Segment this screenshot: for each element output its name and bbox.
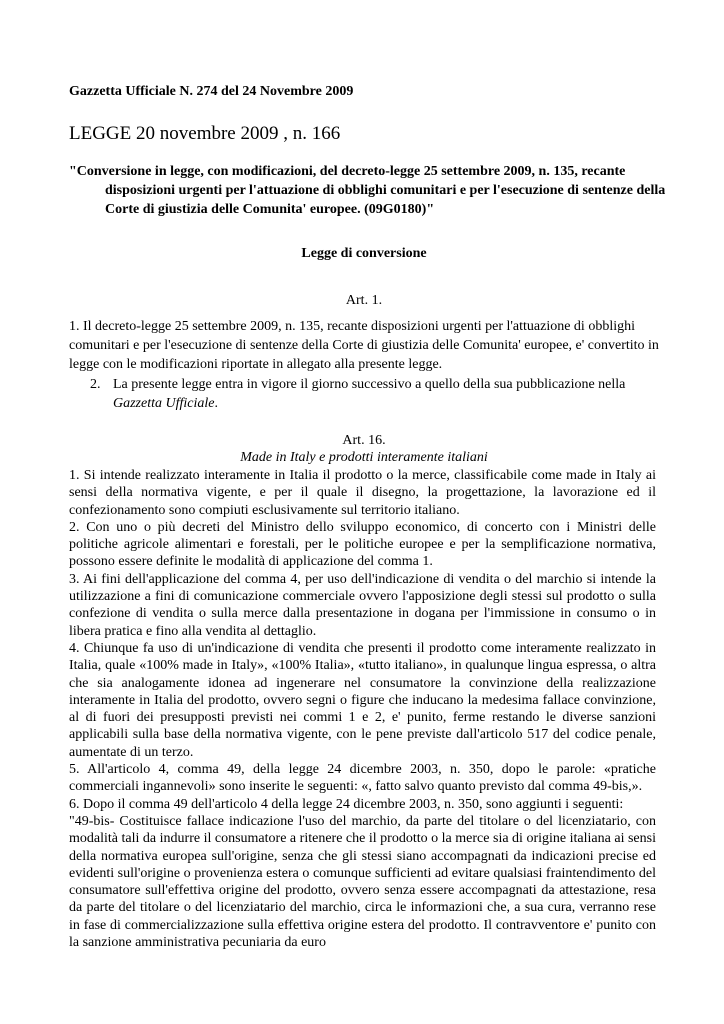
article-16-paragraph: "49-bis- Costituisce fallace indicazione l'uso del marchio, da parte del titolare o del licenziatario, con modalità tali da indurre il consumatore a ritenere che il prodotto o la merce sia di origine italiana ai sensi della normativa europea sull'origine, senza che gli stessi siano accompagnati da indicazioni precise ed evidenti sull'origine o provenienza estera o comunque sufficienti ad evitare qualsiasi fraintendimento del consumatore sull'effettiva origine del prodotto, ovvero senza essere accompagnati da attestazione, resa da parte del titolare o del licenziatario del marchio, circa le informazioni che, a sua cura, verranno rese in fase di commercializzazione sulla effettiva origine estera del prodotto. Il contravventore e' punito con la sanzione amministrativa pecuniaria da euro bbox=[69, 813, 656, 951]
article-1-item-2 bbox=[69, 375, 659, 413]
article-16-body bbox=[69, 467, 656, 951]
law-subtitle: "Conversione in legge, con modificazioni, del decreto-legge 25 settembre 2009, n. 135, recante disposizioni urgenti per l'attuazione di obblighi comunitari e per l'esecuzione di sentenze della Corte di giustizia delle Comunita' europee. (09G0180)" bbox=[69, 164, 666, 217]
article-16-paragraph: 3. Ai fini dell'applicazione del comma 4, per uso dell'indicazione di vendita o del marchio si intende la utilizzazione a fini di comunicazione commerciale ovvero l'apposizione degli stessi sul prodotto o sulla confezione di vendita o sulla merce dalla presentazione in dogana per l'immissione in consumo o in libera pratica e fino alla vendita al dettaglio. bbox=[69, 571, 656, 639]
article-16-paragraph: 5. All'articolo 4, comma 49, della legge 24 dicembre 2003, n. 350, dopo le parole: «pratiche commerciali ingannevoli» sono inserite le seguenti: «, fatto salvo quanto previsto dal comma 49-bis,». bbox=[69, 762, 656, 795]
article-16-paragraph: 2. Con uno o più decreti del Ministro dello sviluppo economico, di concerto con i Ministri delle politiche agricole alimentari e forestali, per le politiche europee e per la semplificazione normativa, possono essere definite le modalità di applicazione del comma 1. bbox=[69, 519, 656, 570]
gazette-header: Gazzetta Ufficiale N. 274 del 24 Novembre 2009 bbox=[69, 84, 354, 99]
article-16-paragraph: 6. Dopo il comma 49 dell'articolo 4 della legge 24 dicembre 2003, n. 350, sono aggiunti i seguenti: bbox=[69, 796, 624, 812]
article-1-paragraph-1: 1. Il decreto-legge 25 settembre 2009, n. 135, recante disposizioni urgenti per l'attuazione di obblighi comunitari e per l'esecuzione di sentenze della Corte di giustizia delle Comunita' europee, e' convertito in legge con le modificazioni riportate in allegato alla presente legge. bbox=[69, 319, 659, 372]
article-16-paragraph: 1. Si intende realizzato interamente in Italia il prodotto o la merce, classificabile come made in Italy ai sensi della normativa vigente, e per il quale il disegno, la progettazione, la lavorazione ed il confezionamento sono compiuti esclusivamente sul territorio italiano. bbox=[69, 468, 656, 518]
item-number: 2. bbox=[90, 377, 101, 392]
law-title: LEGGE 20 novembre 2009 , n. 166 bbox=[69, 123, 341, 144]
article-16-heading: Art. 16. bbox=[342, 433, 386, 448]
item-text: La presente legge entra in vigore il giorno successivo a quello della sua pubblicazione nella Gazzetta Ufficiale. bbox=[113, 377, 626, 411]
article-16-paragraph: 4. Chiunque fa uso di un'indicazione di vendita che presenti il prodotto come interamente realizzato in Italia, quale «100% made in Italy», «100% Italia», «tutto italiano», in qualunque lingua espressa, o altra che sia analogamente idonea ad ingenerare nel consumatore la convinzione della realizzazione interamente in Italia del prodotto, ovvero segni o figure che inducano la medesima fallace convinzione, al di fuori dei presupposti previsti nei commi 1 e 2, e' punito, ferme restando le diverse sanzioni applicabili sulla base della normativa vigente, con le pene previste dall'articolo 517 del codice penale, aumentate di un terzo. bbox=[69, 640, 656, 760]
article-1-heading: Art. 1. bbox=[345, 293, 383, 308]
section-heading: Legge di conversione bbox=[301, 246, 427, 261]
article-16-subheading: Made in Italy e prodotti interamente italiani bbox=[240, 450, 488, 465]
gazette-name: Gazzetta Ufficiale bbox=[113, 396, 215, 411]
